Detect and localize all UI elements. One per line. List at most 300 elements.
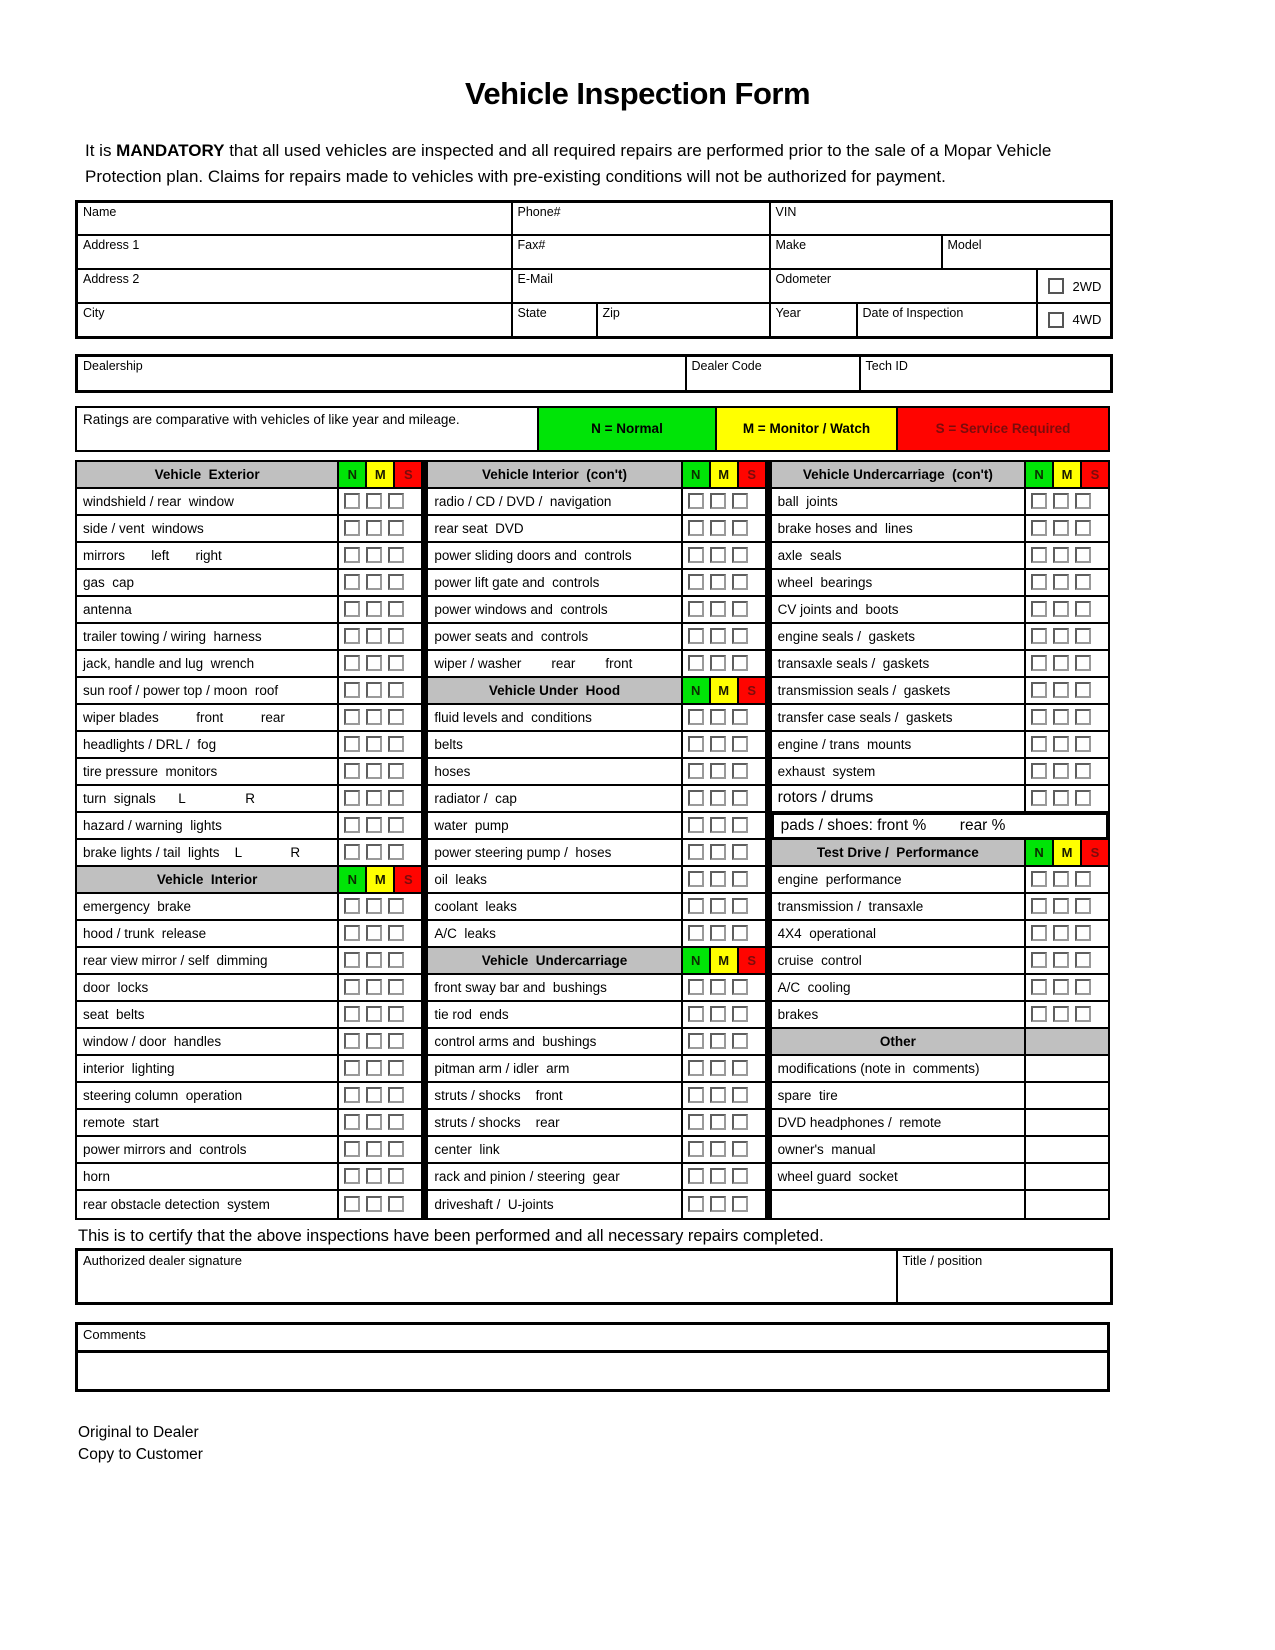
checkbox-s[interactable] bbox=[1075, 952, 1091, 968]
checkbox-m[interactable] bbox=[710, 844, 726, 860]
address1-label: Address 1 bbox=[83, 238, 140, 253]
checkbox-n[interactable] bbox=[1031, 709, 1047, 725]
checkbox-n[interactable] bbox=[688, 1141, 704, 1157]
checkbox-s[interactable] bbox=[732, 655, 748, 671]
checkbox-s[interactable] bbox=[388, 682, 404, 698]
checkbox-n[interactable] bbox=[688, 547, 704, 563]
checkbox-n[interactable] bbox=[688, 817, 704, 833]
checkbox-n[interactable] bbox=[688, 1006, 704, 1022]
2wd-checkbox[interactable] bbox=[1048, 278, 1064, 294]
checkbox-m[interactable] bbox=[1053, 979, 1069, 995]
2wd-label: 2WD bbox=[1072, 278, 1102, 294]
checkbox-s[interactable] bbox=[732, 1141, 748, 1157]
checkbox-m[interactable] bbox=[710, 898, 726, 914]
checkbox-n[interactable] bbox=[688, 1114, 704, 1130]
checkbox-s[interactable] bbox=[732, 628, 748, 644]
checkbox-s[interactable] bbox=[1075, 655, 1091, 671]
checkbox-n[interactable] bbox=[1031, 655, 1047, 671]
checkbox-m[interactable] bbox=[366, 1114, 382, 1130]
contact-info-table bbox=[75, 200, 1113, 339]
checkbox-s[interactable] bbox=[1075, 574, 1091, 590]
checkbox-m[interactable] bbox=[1053, 763, 1069, 779]
checkbox-m[interactable] bbox=[1053, 1006, 1069, 1022]
checkbox-n[interactable] bbox=[1031, 871, 1047, 887]
checkbox-s[interactable] bbox=[388, 601, 404, 617]
checkbox-s[interactable] bbox=[1075, 628, 1091, 644]
checkbox-n[interactable] bbox=[688, 520, 704, 536]
checkbox-n[interactable] bbox=[344, 709, 360, 725]
rating-cells bbox=[681, 1191, 765, 1218]
checkbox-n[interactable] bbox=[344, 925, 360, 941]
checkbox-m[interactable] bbox=[1053, 952, 1069, 968]
checkbox-m[interactable] bbox=[710, 817, 726, 833]
rating-cells bbox=[337, 705, 421, 730]
checkbox-s[interactable] bbox=[1075, 925, 1091, 941]
checkbox-n[interactable] bbox=[344, 601, 360, 617]
rating-cells bbox=[1024, 921, 1108, 946]
checkbox-s[interactable] bbox=[1075, 871, 1091, 887]
checkbox-m[interactable] bbox=[366, 574, 382, 590]
phone-label: Phone# bbox=[517, 204, 561, 219]
checkbox-s[interactable] bbox=[732, 520, 748, 536]
checkbox-m[interactable] bbox=[366, 1168, 382, 1184]
checkbox-s[interactable] bbox=[388, 520, 404, 536]
checkbox-s[interactable] bbox=[1075, 763, 1091, 779]
city-label: City bbox=[83, 306, 105, 321]
vin-label: VIN bbox=[775, 204, 797, 219]
checkbox-m[interactable] bbox=[366, 682, 382, 698]
comments-box bbox=[75, 1322, 1110, 1392]
checkbox-m[interactable] bbox=[366, 1141, 382, 1157]
checkbox-n[interactable] bbox=[688, 871, 704, 887]
item-label bbox=[772, 1191, 1024, 1218]
checkbox-n[interactable] bbox=[688, 1033, 704, 1049]
name-field[interactable] bbox=[77, 201, 512, 235]
checkbox-m[interactable] bbox=[710, 493, 726, 509]
checkbox-s[interactable] bbox=[388, 952, 404, 968]
checkbox-s[interactable] bbox=[732, 1087, 748, 1103]
checkbox-m[interactable] bbox=[366, 898, 382, 914]
checkbox-n[interactable] bbox=[1031, 736, 1047, 752]
checkbox-s[interactable] bbox=[1075, 709, 1091, 725]
item-label: A/C cooling bbox=[777, 979, 851, 995]
checklist-item-row bbox=[77, 1137, 421, 1164]
checkbox-s[interactable] bbox=[1075, 736, 1091, 752]
checkbox-n[interactable] bbox=[1031, 601, 1047, 617]
checkbox-m[interactable] bbox=[710, 574, 726, 590]
rating-cells bbox=[337, 543, 421, 568]
dealer-signature-field[interactable] bbox=[77, 1249, 897, 1303]
checklist-item-row bbox=[428, 1137, 764, 1164]
checkbox-s[interactable] bbox=[1075, 493, 1091, 509]
item-label: belts bbox=[434, 736, 463, 752]
checklist-item-row bbox=[428, 1056, 764, 1083]
checkbox-n[interactable] bbox=[688, 655, 704, 671]
checkbox-n[interactable] bbox=[344, 628, 360, 644]
checkbox-s[interactable] bbox=[732, 898, 748, 914]
checkbox-n[interactable] bbox=[344, 898, 360, 914]
checkbox-s[interactable] bbox=[388, 547, 404, 563]
checkbox-s[interactable] bbox=[388, 1196, 404, 1212]
zip-field[interactable] bbox=[597, 303, 770, 337]
empty-row bbox=[772, 1191, 1108, 1218]
checkbox-m[interactable] bbox=[710, 520, 726, 536]
checkbox-s[interactable] bbox=[732, 1196, 748, 1212]
checkbox-n[interactable] bbox=[344, 763, 360, 779]
rating-cells bbox=[681, 570, 765, 595]
checkbox-n[interactable] bbox=[344, 844, 360, 860]
checklist-item-row bbox=[77, 813, 421, 840]
rating-cells bbox=[681, 516, 765, 541]
checkbox-m[interactable] bbox=[710, 979, 726, 995]
checkbox-m[interactable] bbox=[366, 628, 382, 644]
checkbox-s[interactable] bbox=[1075, 682, 1091, 698]
rating-cells bbox=[337, 597, 421, 622]
checkbox-n[interactable] bbox=[1031, 520, 1047, 536]
footer-line1: Original to Dealer bbox=[78, 1423, 199, 1441]
checkbox-n[interactable] bbox=[344, 1087, 360, 1103]
checkbox-n[interactable] bbox=[688, 628, 704, 644]
checkbox-n[interactable] bbox=[688, 493, 704, 509]
checkbox-s[interactable] bbox=[732, 493, 748, 509]
checkbox-m[interactable] bbox=[366, 520, 382, 536]
checkbox-n[interactable] bbox=[344, 574, 360, 590]
checkbox-s[interactable] bbox=[732, 709, 748, 725]
checkbox-s[interactable] bbox=[1075, 547, 1091, 563]
checklist-item-row bbox=[772, 921, 1108, 948]
checkbox-n[interactable] bbox=[344, 952, 360, 968]
checkbox-n[interactable] bbox=[344, 1141, 360, 1157]
checkbox-m[interactable] bbox=[1053, 790, 1069, 806]
checkbox-n[interactable] bbox=[1031, 1006, 1047, 1022]
checkbox-m[interactable] bbox=[1053, 520, 1069, 536]
checkbox-m[interactable] bbox=[366, 763, 382, 779]
checkbox-m[interactable] bbox=[1053, 898, 1069, 914]
checkbox-n[interactable] bbox=[688, 844, 704, 860]
checkbox-m[interactable] bbox=[710, 1087, 726, 1103]
checkbox-m[interactable] bbox=[710, 709, 726, 725]
checkbox-m[interactable] bbox=[710, 1114, 726, 1130]
checkbox-m[interactable] bbox=[366, 709, 382, 725]
checkbox-n[interactable] bbox=[688, 601, 704, 617]
rating-cells bbox=[1024, 678, 1108, 703]
checkbox-s[interactable] bbox=[388, 1141, 404, 1157]
rating-cells bbox=[681, 840, 765, 865]
section-title: Test Drive / Performance bbox=[816, 844, 979, 860]
checkbox-s[interactable] bbox=[732, 871, 748, 887]
model-label: Model bbox=[947, 238, 982, 253]
inspection-date-field[interactable] bbox=[857, 303, 1037, 337]
checkbox-s[interactable] bbox=[388, 628, 404, 644]
checkbox-m[interactable] bbox=[366, 1196, 382, 1212]
4wd-cell bbox=[1037, 303, 1112, 337]
section-header-row bbox=[772, 840, 1108, 867]
rating-cells bbox=[1024, 975, 1108, 1000]
checkbox-s[interactable] bbox=[1075, 898, 1091, 914]
item-label: rear obstacle detection system bbox=[83, 1196, 270, 1212]
dealer-code-field[interactable] bbox=[686, 355, 860, 391]
checkbox-m[interactable] bbox=[710, 790, 726, 806]
checkbox-m[interactable] bbox=[1053, 574, 1069, 590]
rating-cells bbox=[337, 489, 421, 514]
checklist-item-row bbox=[77, 759, 421, 786]
checkbox-s[interactable] bbox=[388, 493, 404, 509]
checkbox-m[interactable] bbox=[710, 763, 726, 779]
rating-cells bbox=[337, 1002, 421, 1027]
checkbox-s[interactable] bbox=[1075, 979, 1091, 995]
checkbox-n[interactable] bbox=[344, 547, 360, 563]
checkbox-n[interactable] bbox=[1031, 547, 1047, 563]
checkbox-m[interactable] bbox=[1053, 736, 1069, 752]
item-label: power steering pump / hoses bbox=[434, 844, 612, 860]
checklist-item-row bbox=[428, 1002, 764, 1029]
checkbox-n[interactable] bbox=[1031, 628, 1047, 644]
checkbox-m[interactable] bbox=[710, 601, 726, 617]
checkbox-n[interactable] bbox=[688, 898, 704, 914]
checkbox-s[interactable] bbox=[388, 979, 404, 995]
checkbox-m[interactable] bbox=[366, 1087, 382, 1103]
checkbox-s[interactable] bbox=[732, 1033, 748, 1049]
checkbox-n[interactable] bbox=[344, 520, 360, 536]
checkbox-s[interactable] bbox=[732, 844, 748, 860]
checkbox-s[interactable] bbox=[732, 736, 748, 752]
checklist-item-row bbox=[772, 1056, 1108, 1083]
checkbox-n[interactable] bbox=[688, 763, 704, 779]
checkbox-m[interactable] bbox=[1053, 655, 1069, 671]
checklist-item-row bbox=[428, 786, 764, 813]
checkbox-s[interactable] bbox=[732, 574, 748, 590]
checkbox-n[interactable] bbox=[344, 1114, 360, 1130]
checkbox-s[interactable] bbox=[388, 1168, 404, 1184]
checkbox-m[interactable] bbox=[710, 547, 726, 563]
item-label: cruise control bbox=[777, 952, 862, 968]
checkbox-s[interactable] bbox=[1075, 1006, 1091, 1022]
rating-header-m: M bbox=[1052, 840, 1080, 865]
checkbox-m[interactable] bbox=[366, 817, 382, 833]
checkbox-s[interactable] bbox=[388, 1006, 404, 1022]
checkbox-n[interactable] bbox=[688, 1196, 704, 1212]
item-label: pitman arm / idler arm bbox=[434, 1060, 570, 1076]
checkbox-n[interactable] bbox=[344, 817, 360, 833]
checkbox-m[interactable] bbox=[710, 1006, 726, 1022]
checkbox-s[interactable] bbox=[732, 1168, 748, 1184]
checkbox-m[interactable] bbox=[1053, 925, 1069, 941]
certification-statement: This is to certify that the above inspections have been performed and all necessary repairs completed. bbox=[78, 1226, 824, 1245]
rating-cells bbox=[1024, 1110, 1108, 1135]
model-field[interactable] bbox=[942, 235, 1112, 269]
checkbox-m[interactable] bbox=[1053, 628, 1069, 644]
section-title: Vehicle Undercarriage bbox=[481, 952, 628, 968]
checkbox-n[interactable] bbox=[688, 1087, 704, 1103]
checkbox-m[interactable] bbox=[710, 1033, 726, 1049]
rating-cells bbox=[337, 1029, 421, 1054]
checkbox-n[interactable] bbox=[344, 736, 360, 752]
checkbox-n[interactable] bbox=[344, 493, 360, 509]
checkbox-m[interactable] bbox=[366, 844, 382, 860]
checkbox-m[interactable] bbox=[366, 952, 382, 968]
checklist-item-row bbox=[428, 489, 764, 516]
checkbox-m[interactable] bbox=[366, 493, 382, 509]
checkbox-m[interactable] bbox=[366, 1060, 382, 1076]
year-field[interactable] bbox=[770, 303, 857, 337]
checkbox-n[interactable] bbox=[688, 709, 704, 725]
checkbox-m[interactable] bbox=[366, 601, 382, 617]
checklist-column-right bbox=[772, 462, 1108, 1218]
checkbox-s[interactable] bbox=[732, 817, 748, 833]
item-label: struts / shocks front bbox=[434, 1087, 563, 1103]
email-field[interactable] bbox=[512, 269, 770, 303]
checklist-item-row bbox=[77, 1056, 421, 1083]
inspection-checklist bbox=[75, 460, 1110, 1220]
checkbox-s[interactable] bbox=[732, 790, 748, 806]
checkbox-n[interactable] bbox=[688, 925, 704, 941]
section-title: Other bbox=[879, 1033, 916, 1049]
checkbox-n[interactable] bbox=[1031, 952, 1047, 968]
checkbox-m[interactable] bbox=[1053, 547, 1069, 563]
state-field[interactable] bbox=[512, 303, 597, 337]
checkbox-s[interactable] bbox=[732, 979, 748, 995]
checkbox-n[interactable] bbox=[1031, 979, 1047, 995]
checkbox-m[interactable] bbox=[710, 871, 726, 887]
checkbox-s[interactable] bbox=[388, 763, 404, 779]
checkbox-n[interactable] bbox=[344, 1060, 360, 1076]
rating-header-s: S bbox=[737, 462, 765, 487]
checkbox-m[interactable] bbox=[710, 925, 726, 941]
4wd-checkbox[interactable] bbox=[1048, 312, 1064, 328]
checkbox-n[interactable] bbox=[1031, 574, 1047, 590]
checkbox-n[interactable] bbox=[1031, 493, 1047, 509]
checkbox-s[interactable] bbox=[732, 601, 748, 617]
checkbox-n[interactable] bbox=[344, 1196, 360, 1212]
checkbox-n[interactable] bbox=[344, 790, 360, 806]
dealership-field[interactable] bbox=[77, 355, 686, 391]
comments-label-row[interactable] bbox=[78, 1325, 1107, 1353]
checkbox-s[interactable] bbox=[732, 1006, 748, 1022]
checkbox-m[interactable] bbox=[710, 628, 726, 644]
checkbox-s[interactable] bbox=[388, 1060, 404, 1076]
checkbox-s[interactable] bbox=[732, 763, 748, 779]
checkbox-n[interactable] bbox=[688, 736, 704, 752]
checkbox-n[interactable] bbox=[344, 1033, 360, 1049]
rating-header-n: N bbox=[1026, 840, 1052, 865]
checkbox-m[interactable] bbox=[366, 979, 382, 995]
item-label: radiator / cap bbox=[434, 790, 517, 806]
make-field[interactable] bbox=[770, 235, 942, 269]
vin-field[interactable] bbox=[770, 201, 1112, 235]
checkbox-s[interactable] bbox=[1075, 520, 1091, 536]
title-position-field[interactable] bbox=[897, 1249, 1112, 1303]
checkbox-m[interactable] bbox=[1053, 682, 1069, 698]
checkbox-m[interactable] bbox=[710, 1141, 726, 1157]
checkbox-s[interactable] bbox=[388, 736, 404, 752]
checkbox-n[interactable] bbox=[1031, 682, 1047, 698]
checkbox-m[interactable] bbox=[366, 655, 382, 671]
checkbox-s[interactable] bbox=[388, 898, 404, 914]
rating-header-m: M bbox=[365, 867, 393, 892]
checkbox-n[interactable] bbox=[344, 1168, 360, 1184]
checkbox-m[interactable] bbox=[366, 790, 382, 806]
checkbox-n[interactable] bbox=[344, 655, 360, 671]
checkbox-s[interactable] bbox=[388, 709, 404, 725]
item-label: pads / shoes: front % bbox=[780, 816, 927, 834]
checkbox-n[interactable] bbox=[688, 574, 704, 590]
checkbox-s[interactable] bbox=[732, 1114, 748, 1130]
checkbox-n[interactable] bbox=[1031, 898, 1047, 914]
address1-field[interactable] bbox=[77, 235, 512, 269]
checkbox-s[interactable] bbox=[388, 655, 404, 671]
checkbox-n[interactable] bbox=[688, 979, 704, 995]
checkbox-n[interactable] bbox=[344, 1006, 360, 1022]
checkbox-s[interactable] bbox=[388, 790, 404, 806]
checklist-item-row bbox=[772, 516, 1108, 543]
checkbox-n[interactable] bbox=[1031, 763, 1047, 779]
checklist-item-row bbox=[772, 759, 1108, 786]
checkbox-s[interactable] bbox=[388, 1033, 404, 1049]
checkbox-n[interactable] bbox=[1031, 925, 1047, 941]
tech-id-field[interactable] bbox=[860, 355, 1112, 391]
odometer-field[interactable] bbox=[770, 269, 1037, 303]
checkbox-m[interactable] bbox=[710, 1196, 726, 1212]
checkbox-m[interactable] bbox=[366, 547, 382, 563]
checkbox-s[interactable] bbox=[1075, 601, 1091, 617]
item-label: DVD headphones / remote bbox=[777, 1114, 942, 1130]
checkbox-s[interactable] bbox=[732, 547, 748, 563]
checkbox-s[interactable] bbox=[388, 1114, 404, 1130]
checkbox-m[interactable] bbox=[710, 736, 726, 752]
checkbox-s[interactable] bbox=[388, 817, 404, 833]
checkbox-m[interactable] bbox=[710, 1168, 726, 1184]
checkbox-n[interactable] bbox=[1031, 790, 1047, 806]
checkbox-s[interactable] bbox=[388, 1087, 404, 1103]
checkbox-m[interactable] bbox=[366, 925, 382, 941]
phone-field[interactable] bbox=[512, 201, 770, 235]
checklist-item-row bbox=[428, 759, 764, 786]
checkbox-m[interactable] bbox=[366, 736, 382, 752]
checkbox-n[interactable] bbox=[688, 1168, 704, 1184]
address2-field[interactable] bbox=[77, 269, 512, 303]
checkbox-m[interactable] bbox=[1053, 871, 1069, 887]
checkbox-s[interactable] bbox=[1075, 790, 1091, 806]
rating-cells bbox=[1024, 462, 1108, 487]
checkbox-n[interactable] bbox=[344, 979, 360, 995]
rating-cells bbox=[681, 651, 765, 676]
checkbox-m[interactable] bbox=[710, 655, 726, 671]
checkbox-m[interactable] bbox=[366, 1033, 382, 1049]
rating-cells bbox=[1024, 570, 1108, 595]
checkbox-m[interactable] bbox=[1053, 601, 1069, 617]
section-title: Vehicle Undercarriage (con't) bbox=[802, 466, 993, 482]
checkbox-s[interactable] bbox=[388, 574, 404, 590]
checkbox-s[interactable] bbox=[388, 925, 404, 941]
checkbox-n[interactable] bbox=[688, 1060, 704, 1076]
city-field[interactable] bbox=[77, 303, 512, 337]
item-label: rear view mirror / self dimming bbox=[83, 952, 268, 968]
checkbox-m[interactable] bbox=[710, 1060, 726, 1076]
checklist-item-row bbox=[77, 678, 421, 705]
comments-entry-area[interactable] bbox=[78, 1353, 1107, 1389]
checkbox-m[interactable] bbox=[1053, 709, 1069, 725]
checkbox-m[interactable] bbox=[1053, 493, 1069, 509]
checkbox-n[interactable] bbox=[344, 682, 360, 698]
checkbox-m[interactable] bbox=[366, 1006, 382, 1022]
checklist-item-row bbox=[772, 732, 1108, 759]
checkbox-s[interactable] bbox=[732, 1060, 748, 1076]
item-label: seat belts bbox=[83, 1006, 145, 1022]
checkbox-s[interactable] bbox=[732, 925, 748, 941]
fax-field[interactable] bbox=[512, 235, 770, 269]
checkbox-s[interactable] bbox=[388, 844, 404, 860]
checkbox-n[interactable] bbox=[688, 790, 704, 806]
